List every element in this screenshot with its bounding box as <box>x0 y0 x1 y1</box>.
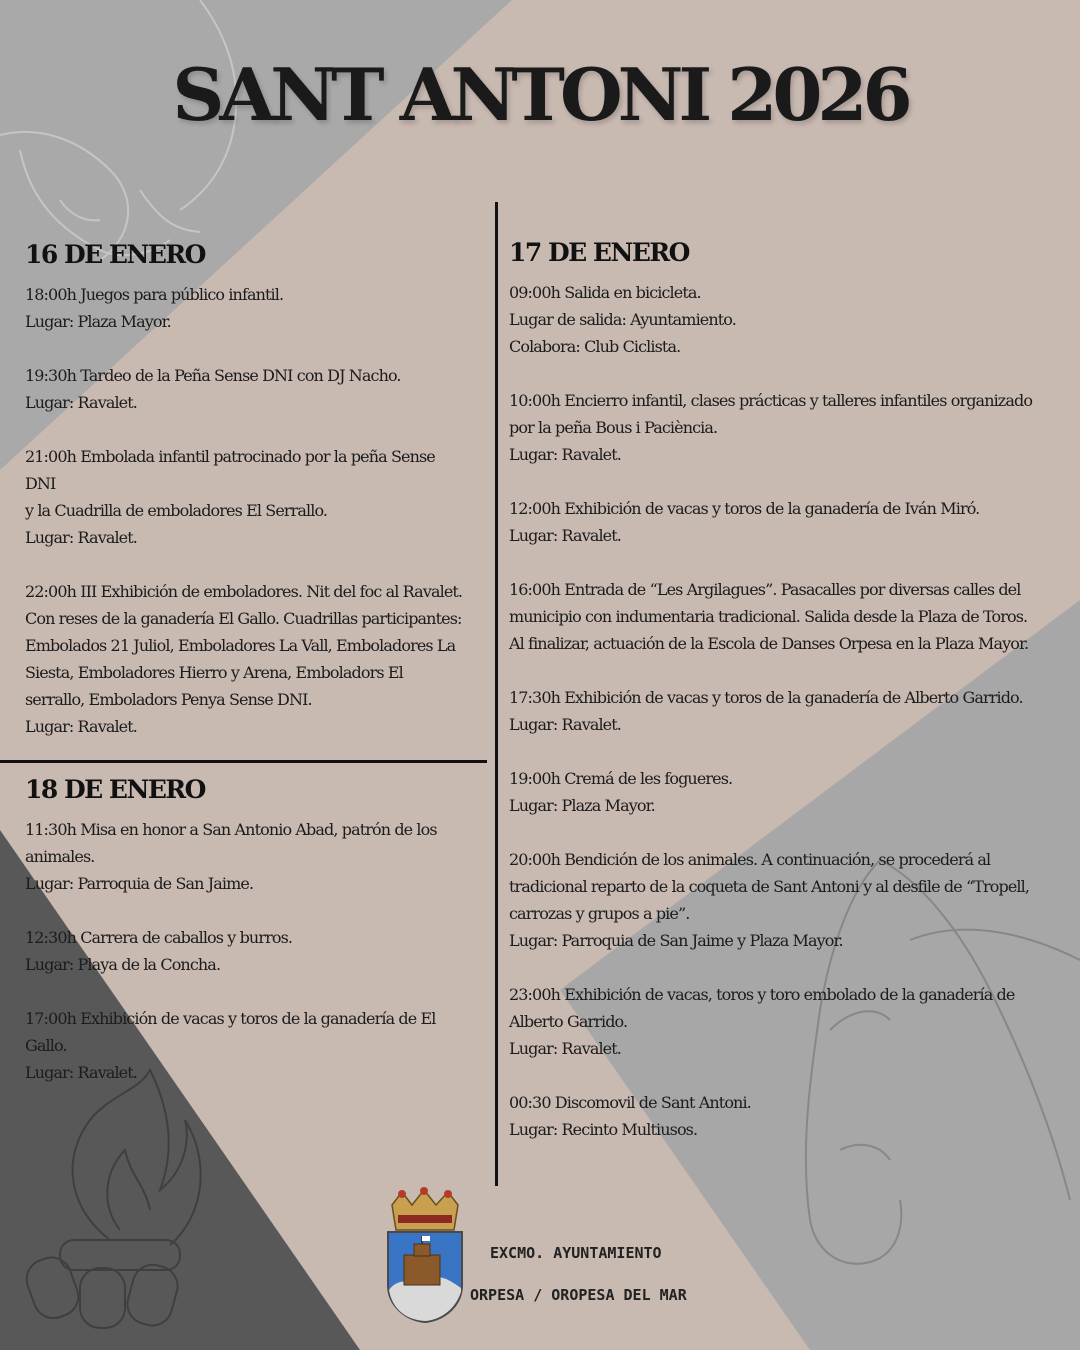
event-item <box>509 279 1069 360</box>
event-title: 10:00h Encierro infantil, clases prácticas y talleres infantiles organizado <box>509 391 1033 410</box>
event-detail: Gallo. <box>25 1036 67 1055</box>
day-17-heading: 17 DE ENERO <box>509 238 689 267</box>
event-detail: Lugar: Ravalet. <box>25 528 137 547</box>
event-title: 17:30h Exhibición de vacas y toros de la ganadería de Alberto Garrido. <box>509 688 1023 707</box>
day-16-heading: 16 DE ENERO <box>25 240 205 269</box>
event-item <box>25 578 490 740</box>
event-title: 18:00h Juegos para público infantil. <box>25 285 284 304</box>
event-item <box>509 387 1069 468</box>
event-title: 09:00h Salida en bicicleta. <box>509 283 701 302</box>
event-title: 19:00h Cremá de les fogueres. <box>509 769 733 788</box>
day-18-events <box>25 816 490 1086</box>
event-item <box>509 765 1069 819</box>
event-title: 12:00h Exhibición de vacas y toros de la ganadería de Iván Miró. <box>509 499 980 518</box>
event-item <box>25 924 490 978</box>
event-detail: Colabora: Club Ciclista. <box>509 337 681 356</box>
crest-area <box>384 1188 464 1328</box>
event-item <box>509 684 1069 738</box>
event-detail: Lugar: Ravalet. <box>25 393 137 412</box>
page-title: SANT ANTONI 2026 <box>172 52 908 137</box>
event-detail: Lugar de salida: Ayuntamiento. <box>509 310 736 329</box>
event-item <box>25 362 490 416</box>
event-item <box>25 1005 490 1086</box>
event-detail: Con reses de la ganadería El Gallo. Cuadrillas participantes: <box>25 609 462 628</box>
event-title: 16:00h Entrada de “Les Argilagues”. Pasacalles por diversas calles del <box>509 580 1021 599</box>
event-detail: Lugar: Parroquia de San Jaime y Plaza Mayor. <box>509 931 843 950</box>
event-title: 12:30h Carrera de caballos y burros. <box>25 928 293 947</box>
event-title: 19:30h Tardeo de la Peña Sense DNI con DJ Nacho. <box>25 366 401 385</box>
event-detail: Lugar: Ravalet. <box>509 715 621 734</box>
event-title: 21:00h Embolada infantil patrocinado por la peña Sense <box>25 447 435 466</box>
day-18-heading: 18 DE ENERO <box>25 775 205 804</box>
event-title: 00:30 Discomovil de Sant Antoni. <box>509 1093 751 1112</box>
event-detail: Siesta, Emboladores Hierro y Arena, Emboladors El <box>25 663 403 682</box>
vertical-divider <box>495 202 498 1186</box>
day-17-section <box>509 238 1069 1170</box>
event-item <box>25 281 490 335</box>
event-title: 23:00h Exhibición de vacas, toros y toro embolado de la ganadería de <box>509 985 1015 1004</box>
event-title: 17:00h Exhibición de vacas y toros de la ganadería de El <box>25 1009 436 1028</box>
event-detail: Lugar: Plaza Mayor. <box>509 796 655 815</box>
event-item <box>509 1089 1069 1143</box>
event-detail: tradicional reparto de la coqueta de Sant Antoni y al desfile de “Tropell, <box>509 877 1030 896</box>
event-detail: Lugar: Ravalet. <box>25 1063 137 1082</box>
footer-line-2: ORPESA / OROPESA DEL MAR <box>470 1286 687 1304</box>
event-detail: Lugar: Playa de la Concha. <box>25 955 221 974</box>
event-title: 22:00h III Exhibición de emboladores. Nit del foc al Ravalet. <box>25 582 463 601</box>
day-16-section <box>25 240 490 767</box>
day-18-section <box>25 775 490 1113</box>
event-item <box>509 846 1069 954</box>
day-17-events <box>509 279 1069 1143</box>
event-item <box>25 816 490 897</box>
footer-line-1: EXCMO. AYUNTAMIENTO <box>490 1244 662 1262</box>
event-item <box>509 576 1069 657</box>
event-item <box>25 443 490 551</box>
event-item <box>509 495 1069 549</box>
event-detail: Al finalizar, actuación de la Escola de Danses Orpesa en la Plaza Mayor. <box>509 634 1029 653</box>
event-title: 11:30h Misa en honor a San Antonio Abad, patrón de los <box>25 820 437 839</box>
day-16-events <box>25 281 490 740</box>
event-detail: Alberto Garrido. <box>509 1012 628 1031</box>
event-detail: DNI <box>25 474 56 493</box>
event-title: 20:00h Bendición de los animales. A continuación, se procederá al <box>509 850 991 869</box>
event-item <box>509 981 1069 1062</box>
event-detail: Lugar: Parroquia de San Jaime. <box>25 874 254 893</box>
event-detail: Lugar: Plaza Mayor. <box>25 312 171 331</box>
event-detail: Lugar: Ravalet. <box>25 717 137 736</box>
event-detail: animales. <box>25 847 95 866</box>
event-detail: carrozas y grupos a pie”. <box>509 904 690 923</box>
event-detail: Lugar: Ravalet. <box>509 1039 621 1058</box>
event-detail: y la Cuadrilla de emboladores El Serrallo. <box>25 501 328 520</box>
event-detail: Lugar: Ravalet. <box>509 445 621 464</box>
event-detail: municipio con indumentaria tradicional. Salida desde la Plaza de Toros. <box>509 607 1028 626</box>
event-detail: serrallo, Emboladors Penya Sense DNI. <box>25 690 312 709</box>
event-detail: Embolados 21 Juliol, Emboladores La Vall, Emboladores La <box>25 636 456 655</box>
event-detail: Lugar: Ravalet. <box>509 526 621 545</box>
event-detail: Lugar: Recinto Multiusos. <box>509 1120 698 1139</box>
event-detail: por la peña Bous i Paciència. <box>509 418 718 437</box>
